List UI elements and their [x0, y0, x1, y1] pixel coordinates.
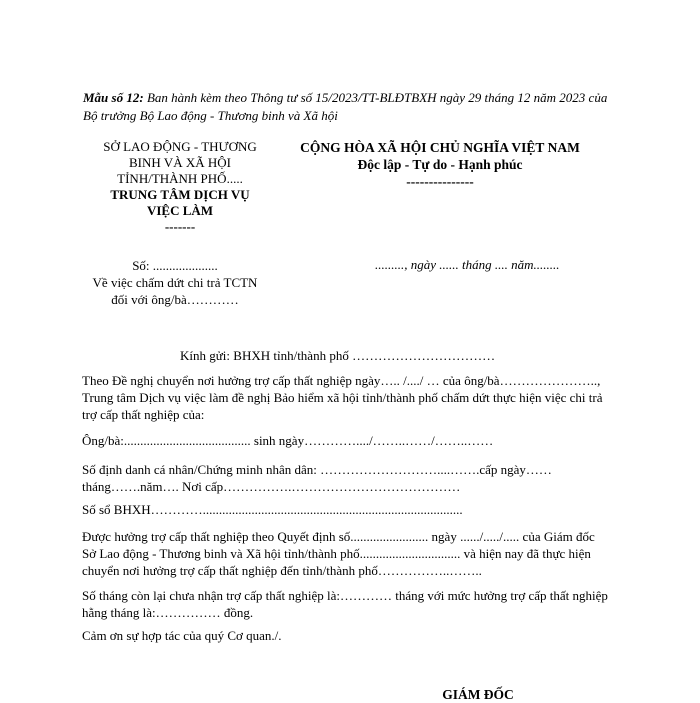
paragraph-id-number: Số định danh cá nhân/Chứng minh nhân dân: ………………………....…….cấp ngày…… tháng…….năm…. Nơi cấp…………….………………………………… — [82, 462, 552, 494]
recipient-line: Kính gửi: BHXH tỉnh/thành phố …………………………… — [180, 348, 496, 363]
agency-divider: ------- — [164, 219, 196, 234]
document-subject-line-1: Về việc chấm dứt chi trả TCTN — [92, 275, 258, 290]
paragraph-insurance-book: Số sổ BHXH…………................................................................................ — [82, 502, 463, 517]
nation-divider: --------------- — [406, 174, 474, 189]
form-number-label: Mẫu số 12: — [83, 90, 144, 105]
nation-title: CỘNG HÒA XÃ HỘI CHỦ NGHĨA VIỆT NAM — [300, 140, 580, 155]
paragraph-person: Ông/bà:....................................... sinh ngày…………..../……..……/……..…… — [82, 433, 494, 448]
national-motto — [275, 139, 605, 190]
agency-line-3: TỈNH/THÀNH PHỐ..... — [117, 171, 243, 186]
paragraph-remaining-months: Số tháng còn lại chưa nhận trợ cấp thất nghiệp là:………… tháng với mức hưởng trợ cấp thất nghiệp hằng tháng là:…………… đồng. — [82, 588, 608, 620]
agency-unit-line-2: VIỆC LÀM — [146, 203, 214, 218]
agency-line-1: SỞ LAO ĐỘNG - THƯƠNG — [103, 139, 257, 154]
paragraph-request: Theo Đề nghị chuyển nơi hưởng trợ cấp thất nghiệp ngày….. /..../ … của ông/bà………………….., Trung tâm Dịch vụ việc làm đề nghị Bảo hiểm xã hội tỉnh/thành phố chấm dứt thực hiện việc chi trả trợ cấp thất nghiệp của: — [82, 373, 603, 422]
issuing-agency — [80, 139, 280, 235]
form-header-note — [83, 89, 623, 125]
document-number: Số: .................... — [132, 258, 218, 273]
form-issuance-text: Ban hành kèm theo Thông tư số 15/2023/TT-BLĐTBXH ngày 29 tháng 12 năm 2023 của Bộ trưởng Bộ Lao động - Thương binh và Xã hội — [83, 90, 608, 123]
agency-line-2: BINH VÀ XÃ HỘI — [129, 155, 231, 170]
signature-title: GIÁM ĐỐC — [442, 687, 514, 702]
paragraph-decision: Được hưởng trợ cấp thất nghiệp theo Quyết định số........................ ngày ....../...../..... của Giám đốc Sở Lao động - Thương binh và Xã hội tỉnh/thành phố............................... và hiện nay đã thực hiện chuyển nơi hưởng trợ cấp thất nghiệp đến tỉnh/thành phố……………..…….. — [82, 529, 595, 578]
document-number-block — [75, 257, 275, 308]
nation-motto: Độc lập - Tự do - Hạnh phúc — [357, 157, 523, 172]
paragraph-thanks: Cảm ơn sự hợp tác của quý Cơ quan./. — [82, 628, 282, 643]
date-line: ........., ngày ...... tháng .... năm........ — [375, 257, 560, 272]
agency-unit-line-1: TRUNG TÂM DỊCH VỤ — [110, 187, 250, 202]
document-subject-line-2: đối với ông/bà………… — [111, 292, 239, 307]
